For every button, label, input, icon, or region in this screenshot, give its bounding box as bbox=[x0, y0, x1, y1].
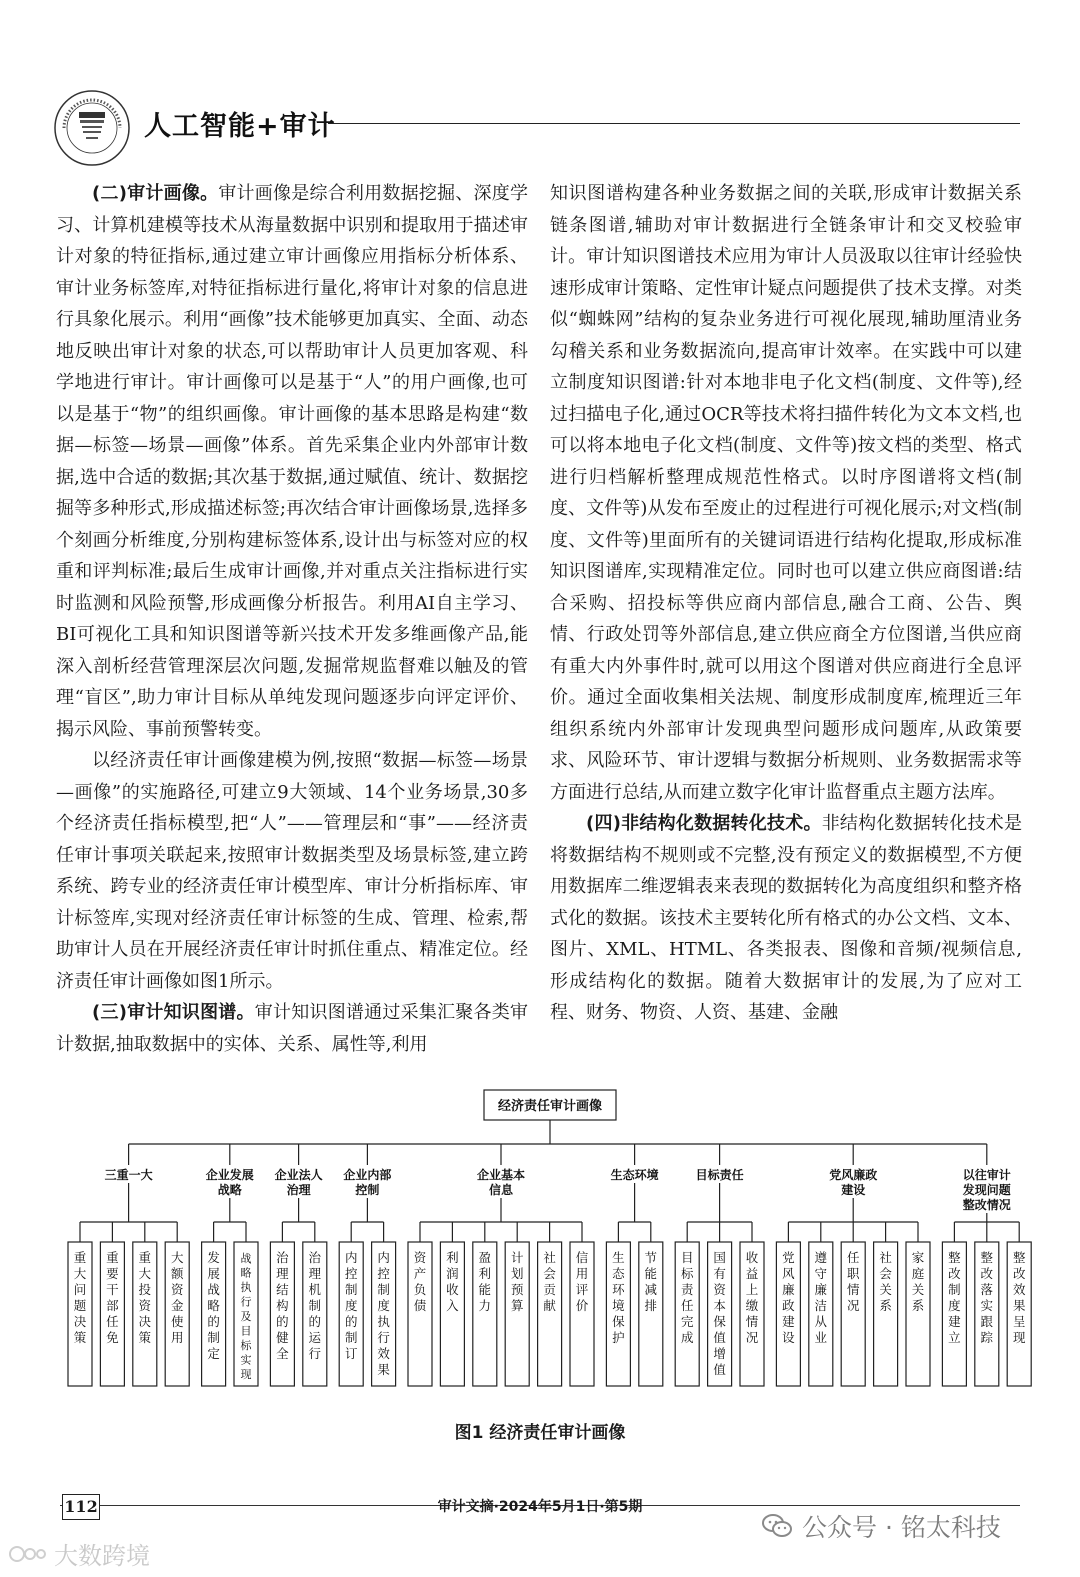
leaf-node-label: 整改效果呈现 bbox=[1012, 1250, 1026, 1345]
leaf-node-label: 整改制度建立 bbox=[948, 1250, 961, 1345]
page-number: 112 bbox=[62, 1494, 100, 1520]
right-column bbox=[550, 178, 1022, 1029]
leaf-node-label: 社会贡献 bbox=[543, 1250, 556, 1313]
figure-1 bbox=[60, 1082, 1026, 1454]
wechat-watermark bbox=[762, 1508, 1001, 1544]
paragraph-text: 审计画像是综合利用数据挖掘、深度学习、计算机建模等技术从海量数据中识别和提取用于描述审计对象的特征指标,通过建立审计画像应用指标分析体系、审计业务标签库,对特征指标进行量化,将审计对象的信息进行具象化展示。利用“画像”技术能够更加真实、全面、动态地反映出审计对象的状态,可以帮助审计人员更加客观、科学地进行审计。审计画像可以是基于“人”的用户画像,也可以是基于“物”的组织画像。审计画像的基本思路是构建“数据—标签—场景—画像”体系。首先采集企业内外部审计数据,选中合适的数据;其次基于数据,通过赋值、统计、数据挖掘等多种形式,形成描述标签;再次结合审计画像场景,选择多个刻画分析维度,分别构建标签体系,设计出与标签对应的权重和评判标准;最后生成审计画像,并对重点关注指标进行实时监测和风险预警,形成画像分析报告。利用AI自主学习、BI可视化工具和知识图谱等新兴技术开发多维画像产品,能深入剖析经营管理深层次问题,发掘常规监督难以触及的管理“盲区”,助力审计目标从单纯发现问题逐步向评定评价、揭示风险、事前预警转变。 bbox=[56, 183, 529, 740]
subheading: (四)非结构化数据转化技术。 bbox=[586, 813, 822, 834]
leaf-node-label: 发展战略的制定 bbox=[207, 1250, 220, 1361]
category-label: 三重一大 bbox=[104, 1168, 153, 1182]
paragraph bbox=[550, 808, 1022, 1029]
leaf-node-label: 内控制度执行效果 bbox=[377, 1250, 390, 1377]
category-label: 战略 bbox=[217, 1183, 242, 1197]
category-label: 企业内部 bbox=[343, 1168, 392, 1182]
brand-icon bbox=[8, 1542, 48, 1566]
leaf-node-label: 节能减排 bbox=[644, 1250, 658, 1313]
leaf-node-label: 重要干部任免 bbox=[106, 1250, 119, 1345]
corner-watermark bbox=[8, 1536, 150, 1571]
paragraph-text: 审计知识图谱通过采集汇聚各类审计数据,抽取数据中的实体、关系、属性等,利用 bbox=[56, 1002, 528, 1055]
wechat-watermark-text: 公众号 · 铭太科技 bbox=[802, 1513, 1001, 1542]
audit-portrait-tree bbox=[60, 1082, 1026, 1454]
leaf-node-label: 生态环境保护 bbox=[612, 1250, 625, 1345]
leaf-node-label: 整改落实跟踪 bbox=[980, 1250, 994, 1345]
leaf-node-label: 大额资金使用 bbox=[170, 1250, 184, 1345]
subheading: (二)审计画像。 bbox=[92, 183, 219, 204]
leaf-node-label: 治理结构的健全 bbox=[276, 1250, 289, 1361]
subheading: (三)审计知识图谱。 bbox=[92, 1002, 255, 1023]
leaf-node-label: 重大问题决策 bbox=[73, 1250, 87, 1345]
category-label: 控制 bbox=[355, 1183, 380, 1197]
paragraph bbox=[56, 997, 528, 1060]
category-label: 企业发展 bbox=[205, 1168, 254, 1182]
figure-caption: 图1 经济责任审计画像 bbox=[454, 1423, 626, 1443]
root-node-label: 经济责任审计画像 bbox=[497, 1099, 603, 1114]
category-label: 目标责任 bbox=[695, 1168, 744, 1182]
leaf-node-label: 任职情况 bbox=[846, 1250, 860, 1313]
leaf-node-label: 资产负债 bbox=[413, 1250, 427, 1313]
category-label: 企业法人 bbox=[274, 1168, 323, 1182]
page-header bbox=[52, 88, 1022, 168]
header-rule bbox=[328, 123, 1020, 124]
leaf-node-label: 重大投资决策 bbox=[138, 1250, 152, 1345]
leaf-node-label: 国有资本保值增值 bbox=[713, 1250, 726, 1377]
column-title: 人工智能+审计 bbox=[144, 111, 336, 142]
leaf-node-label: 计划预算 bbox=[510, 1250, 524, 1313]
leaf-node-label: 遵守廉洁从业 bbox=[814, 1250, 828, 1345]
category-label: 企业基本 bbox=[476, 1168, 526, 1182]
leaf-node-label: 盈利能力 bbox=[478, 1250, 492, 1313]
paragraph: 知识图谱构建各种业务数据之间的关联,形成审计数据关系链条图谱,辅助对审计数据进行全链条审计和交叉校验审计。审计知识图谱技术应用为审计人员汲取以往审计经验快速形成审计策略、定性审计疑点问题提供了技术支撑。对类似“蜘蛛网”结构的复杂业务进行可视化展现,辅助厘清业务勾稽关系和业务数据流向,提高审计效率。在实践中可以建立制度知识图谱:针对本地非电子化文档(制度、文件等),经过扫描电子化,通过OCR等技术将扫描件转化为文本文档,也可以将本地电子化文档(制度、文件等)按文档的类型、格式进行归档解析整理成规范性格式。以时序图谱将文档(制度、文件等)从发布至废止的过程进行可视化展示;对文档(制度、文件等)里面所有的关键词语进行结构化提取,形成标准知识图谱库,实现精准定位。同时也可以建立供应商图谱:结合采购、招投标等供应商内部信息,融合工商、公告、舆情、行政处罚等外部信息,建立供应商全方位图谱,当供应商有重大内外事件时,就可以用这个图谱对供应商进行全息评价。通过全面收集相关法规、制度形成制度库,梳理近三年组织系统内外部审计发现典型问题形成问题库,从政策要求、风险环节、审计逻辑与数据分析规则、业务数据需求等方面进行总结,从而建立数字化审计监督重点主题方法库。 bbox=[550, 183, 1022, 803]
leaf-node-label: 治理机制的运行 bbox=[308, 1250, 322, 1361]
category-label: 生态环境 bbox=[610, 1168, 659, 1182]
paragraph bbox=[56, 178, 528, 745]
category-label: 整改情况 bbox=[962, 1198, 1011, 1212]
category-label: 信息 bbox=[488, 1183, 514, 1197]
paragraph: 以经济责任审计画像建模为例,按照“数据—标签—场景—画像”的实施路径,可建立9大领域、14个业务场景,30多个经济责任指标模型,把“人”——管理层和“事”——经济责任审计事项关联起来,按照审计数据类型及场景标签,建立跨系统、跨专业的经济责任审计模型库、审计分析指标库、审计标签库,实现对经济责任审计标签的生成、管理、检索,帮助审计人员在开展经济责任审计时抓住重点、精准定位。经济责任审计画像如图1所示。 bbox=[56, 750, 528, 992]
journal-info: 审计文摘·2024年5月1日·第5期 bbox=[437, 1499, 643, 1515]
leaf-node-label: 战略执行及目标实现 bbox=[240, 1252, 252, 1381]
category-label: 发现问题 bbox=[962, 1183, 1011, 1197]
left-column bbox=[56, 178, 528, 1060]
corner-watermark-text: 大数跨境 bbox=[54, 1542, 150, 1570]
leaf-node-label: 收益上缴情况 bbox=[745, 1250, 759, 1345]
category-label: 建设 bbox=[841, 1183, 866, 1197]
leaf-node-label: 党风廉政建设 bbox=[782, 1250, 795, 1345]
category-label: 治理 bbox=[286, 1183, 311, 1197]
leaf-node-label: 利润收入 bbox=[446, 1250, 459, 1313]
category-label: 党风廉政 bbox=[829, 1168, 878, 1182]
paragraph-text: 非结构化数据转化技术是将数据结构不规则或不完整,没有预定义的数据模型,不方便用数据库二维逻辑表来表现的数据转化为高度组织和整齐格式化的数据。该技术主要转化所有格式的办公文档、文本、图片、XML、HTML、各类报表、图像和音频/视频信息,形成结构化的数据。随着大数据审计的发展,为了应对工程、财务、物资、人资、基建、金融 bbox=[550, 813, 1022, 1023]
leaf-node-label: 内控制度的制订 bbox=[344, 1250, 358, 1361]
leaf-node-label: 目标责任完成 bbox=[680, 1250, 694, 1345]
leaf-node-label: 信用评价 bbox=[575, 1250, 589, 1313]
leaf-node-label: 社会关系 bbox=[879, 1250, 892, 1313]
wechat-icon bbox=[762, 1513, 792, 1539]
category-label: 以往审计 bbox=[962, 1168, 1011, 1182]
ruc-logo-seal bbox=[52, 88, 132, 168]
leaf-node-label: 家庭关系 bbox=[911, 1250, 925, 1313]
